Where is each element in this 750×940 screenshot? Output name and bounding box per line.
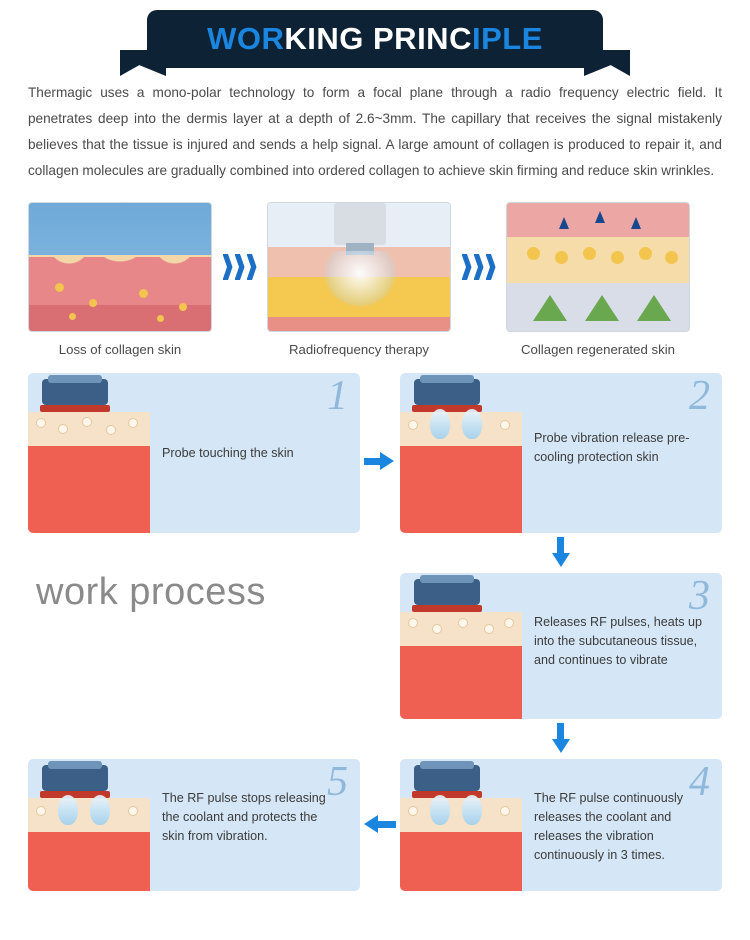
- fat-cell-icon: [179, 303, 187, 311]
- muscle-layer: [268, 317, 450, 331]
- chevron-right-icon: [486, 254, 496, 280]
- dermis-layer: [400, 832, 522, 891]
- arrow-down-icon: [552, 553, 570, 567]
- skin-cells-group: [400, 614, 522, 644]
- skin-cells-group: [28, 800, 150, 830]
- skin-cell-icon: [36, 418, 46, 428]
- collagen-fiber-icon: [585, 295, 619, 321]
- skin-cells-group: [28, 414, 150, 444]
- collagen-molecule-icon: [639, 247, 652, 260]
- panel-collagen-regenerated: [506, 202, 690, 357]
- step-number-4: 4: [689, 759, 710, 805]
- step-description-3: Releases RF pulses, heats up into the subcutaneous tissue, and continues to vibrate: [534, 615, 703, 667]
- skin-cell-icon: [408, 420, 418, 430]
- skin-cell-icon: [408, 618, 418, 628]
- arrow-up-icon: [559, 217, 569, 229]
- skin-cell-icon: [432, 624, 442, 634]
- arrow-up-icon: [595, 211, 605, 223]
- probe-device-top-icon: [48, 761, 102, 769]
- chevron-right-icon: [462, 254, 472, 280]
- collagen-layer: [507, 237, 689, 283]
- page-title-part-3: IPLE: [471, 21, 543, 56]
- probe-contact-bar-icon: [40, 405, 110, 412]
- probe-device-top-icon: [420, 761, 474, 769]
- skin-cell-icon: [500, 420, 510, 430]
- step-illustration-1: [28, 373, 150, 533]
- intro-paragraph: Thermagic uses a mono-polar technology to form a focal plane through a radio frequency electric field. It penetrates deep into the dermis layer at a depth of 2.6~3mm. The capillary that receives the signal mistakenly believes that the tissue is injured and sends a help signal. A large amount of collagen is produced to repair it, and collagen molecules are gradually combined into ordered collagen to achieve skin firming and reduce skin wrinkles.: [28, 85, 722, 178]
- skin-cell-icon: [484, 624, 494, 634]
- step-description-4: The RF pulse continuously releases the coolant and releases the vibration continuously in 3 times.: [534, 791, 684, 862]
- skin-cell-icon: [458, 618, 468, 628]
- chevron-right-icon: [235, 254, 245, 280]
- process-step-1: [28, 373, 360, 533]
- panel-radiofrequency-therapy: [267, 202, 451, 357]
- skin-cell-icon: [58, 424, 68, 434]
- step-illustration-4: [400, 759, 522, 891]
- dermis-layer: [400, 646, 522, 719]
- skin-cell-icon: [128, 418, 138, 428]
- step-text-1: [150, 373, 360, 533]
- skin-cell-icon: [128, 806, 138, 816]
- step-text-4: [522, 759, 722, 891]
- skin-cell-icon: [106, 425, 116, 435]
- skin-cells-group: [400, 414, 522, 444]
- probe-device-top-icon: [420, 375, 474, 383]
- step-description-1: Probe touching the skin: [162, 445, 294, 460]
- probe-device-top-icon: [420, 575, 474, 583]
- skin-cell-icon: [82, 417, 92, 427]
- arrow-stem: [378, 821, 396, 828]
- panel-loss-of-collagen: [28, 202, 212, 357]
- step-description-5: The RF pulse stops releasing the coolant and protects the skin from vibration.: [162, 791, 326, 843]
- collagen-molecule-icon: [527, 247, 540, 260]
- skin-cell-icon: [500, 806, 510, 816]
- skin-cell-icon: [504, 618, 514, 628]
- dermis-layer: [400, 446, 522, 533]
- dermis-layer: [28, 446, 150, 533]
- step-description-2: Probe vibration release pre-cooling protection skin: [534, 431, 690, 464]
- fat-cell-icon: [89, 299, 97, 307]
- panel-image-radiofrequency-therapy: [267, 202, 451, 332]
- chevron-separator-1: [212, 202, 267, 332]
- chevron-right-icon: [474, 254, 484, 280]
- step-illustration-2: [400, 373, 522, 533]
- header-banner: [147, 10, 603, 68]
- collagen-molecule-icon: [611, 251, 624, 264]
- fat-cell-icon: [69, 313, 76, 320]
- arrow-up-icon: [631, 217, 641, 229]
- page-header: [0, 4, 750, 76]
- step-text-2: [522, 373, 722, 533]
- page-title: [207, 21, 543, 57]
- arrow-right-icon: [380, 452, 394, 470]
- collagen-fiber-icon: [533, 295, 567, 321]
- chevron-right-icon: [223, 254, 233, 280]
- collagen-molecule-icon: [555, 251, 568, 264]
- step-text-5: [150, 759, 360, 891]
- rf-energy-glow: [324, 251, 396, 307]
- probe-device-top-icon: [48, 375, 102, 383]
- panel-caption: Collagen regenerated skin: [521, 342, 675, 357]
- step-number-3: 3: [689, 573, 710, 619]
- collagen-molecule-icon: [665, 251, 678, 264]
- collagen-molecule-icon: [583, 247, 596, 260]
- work-process-title: work process: [36, 571, 266, 613]
- chevron-separator-2: [451, 202, 506, 332]
- arrow-down-icon: [552, 739, 570, 753]
- fat-cell-icon: [139, 289, 148, 298]
- panel-caption: Loss of collagen skin: [58, 342, 182, 357]
- probe-head-icon: [334, 203, 386, 245]
- step-text-3: [522, 573, 722, 719]
- step-illustration-3: [400, 573, 522, 719]
- fat-cell-icon: [55, 283, 64, 292]
- panel-caption: Radiofrequency therapy: [288, 342, 430, 357]
- arrow-left-icon: [364, 815, 378, 833]
- step-illustration-5: [28, 759, 150, 891]
- illustration-panels: [28, 202, 722, 357]
- panel-image-loss-of-collagen: [28, 202, 212, 332]
- page-title-part-1: WOR: [207, 21, 285, 56]
- step-number-1: 1: [327, 373, 348, 419]
- panel-image-collagen-regenerated: [506, 202, 690, 332]
- process-step-3: [400, 573, 722, 719]
- step-number-2: 2: [689, 373, 710, 419]
- work-process-diagram: [28, 373, 722, 873]
- probe-contact-bar-icon: [412, 605, 482, 612]
- page-title-part-2: KING PRINC: [284, 21, 472, 56]
- fat-cell-icon: [157, 315, 164, 322]
- chevron-right-icon: [247, 254, 257, 280]
- skin-cells-group: [400, 800, 522, 830]
- dermis-layer: [28, 832, 150, 891]
- process-step-5: [28, 759, 360, 891]
- process-step-4: [400, 759, 722, 891]
- skin-cell-icon: [36, 806, 46, 816]
- process-step-2: [400, 373, 722, 533]
- skin-cell-icon: [408, 806, 418, 816]
- step-number-5: 5: [327, 759, 348, 805]
- collagen-fiber-icon: [637, 295, 671, 321]
